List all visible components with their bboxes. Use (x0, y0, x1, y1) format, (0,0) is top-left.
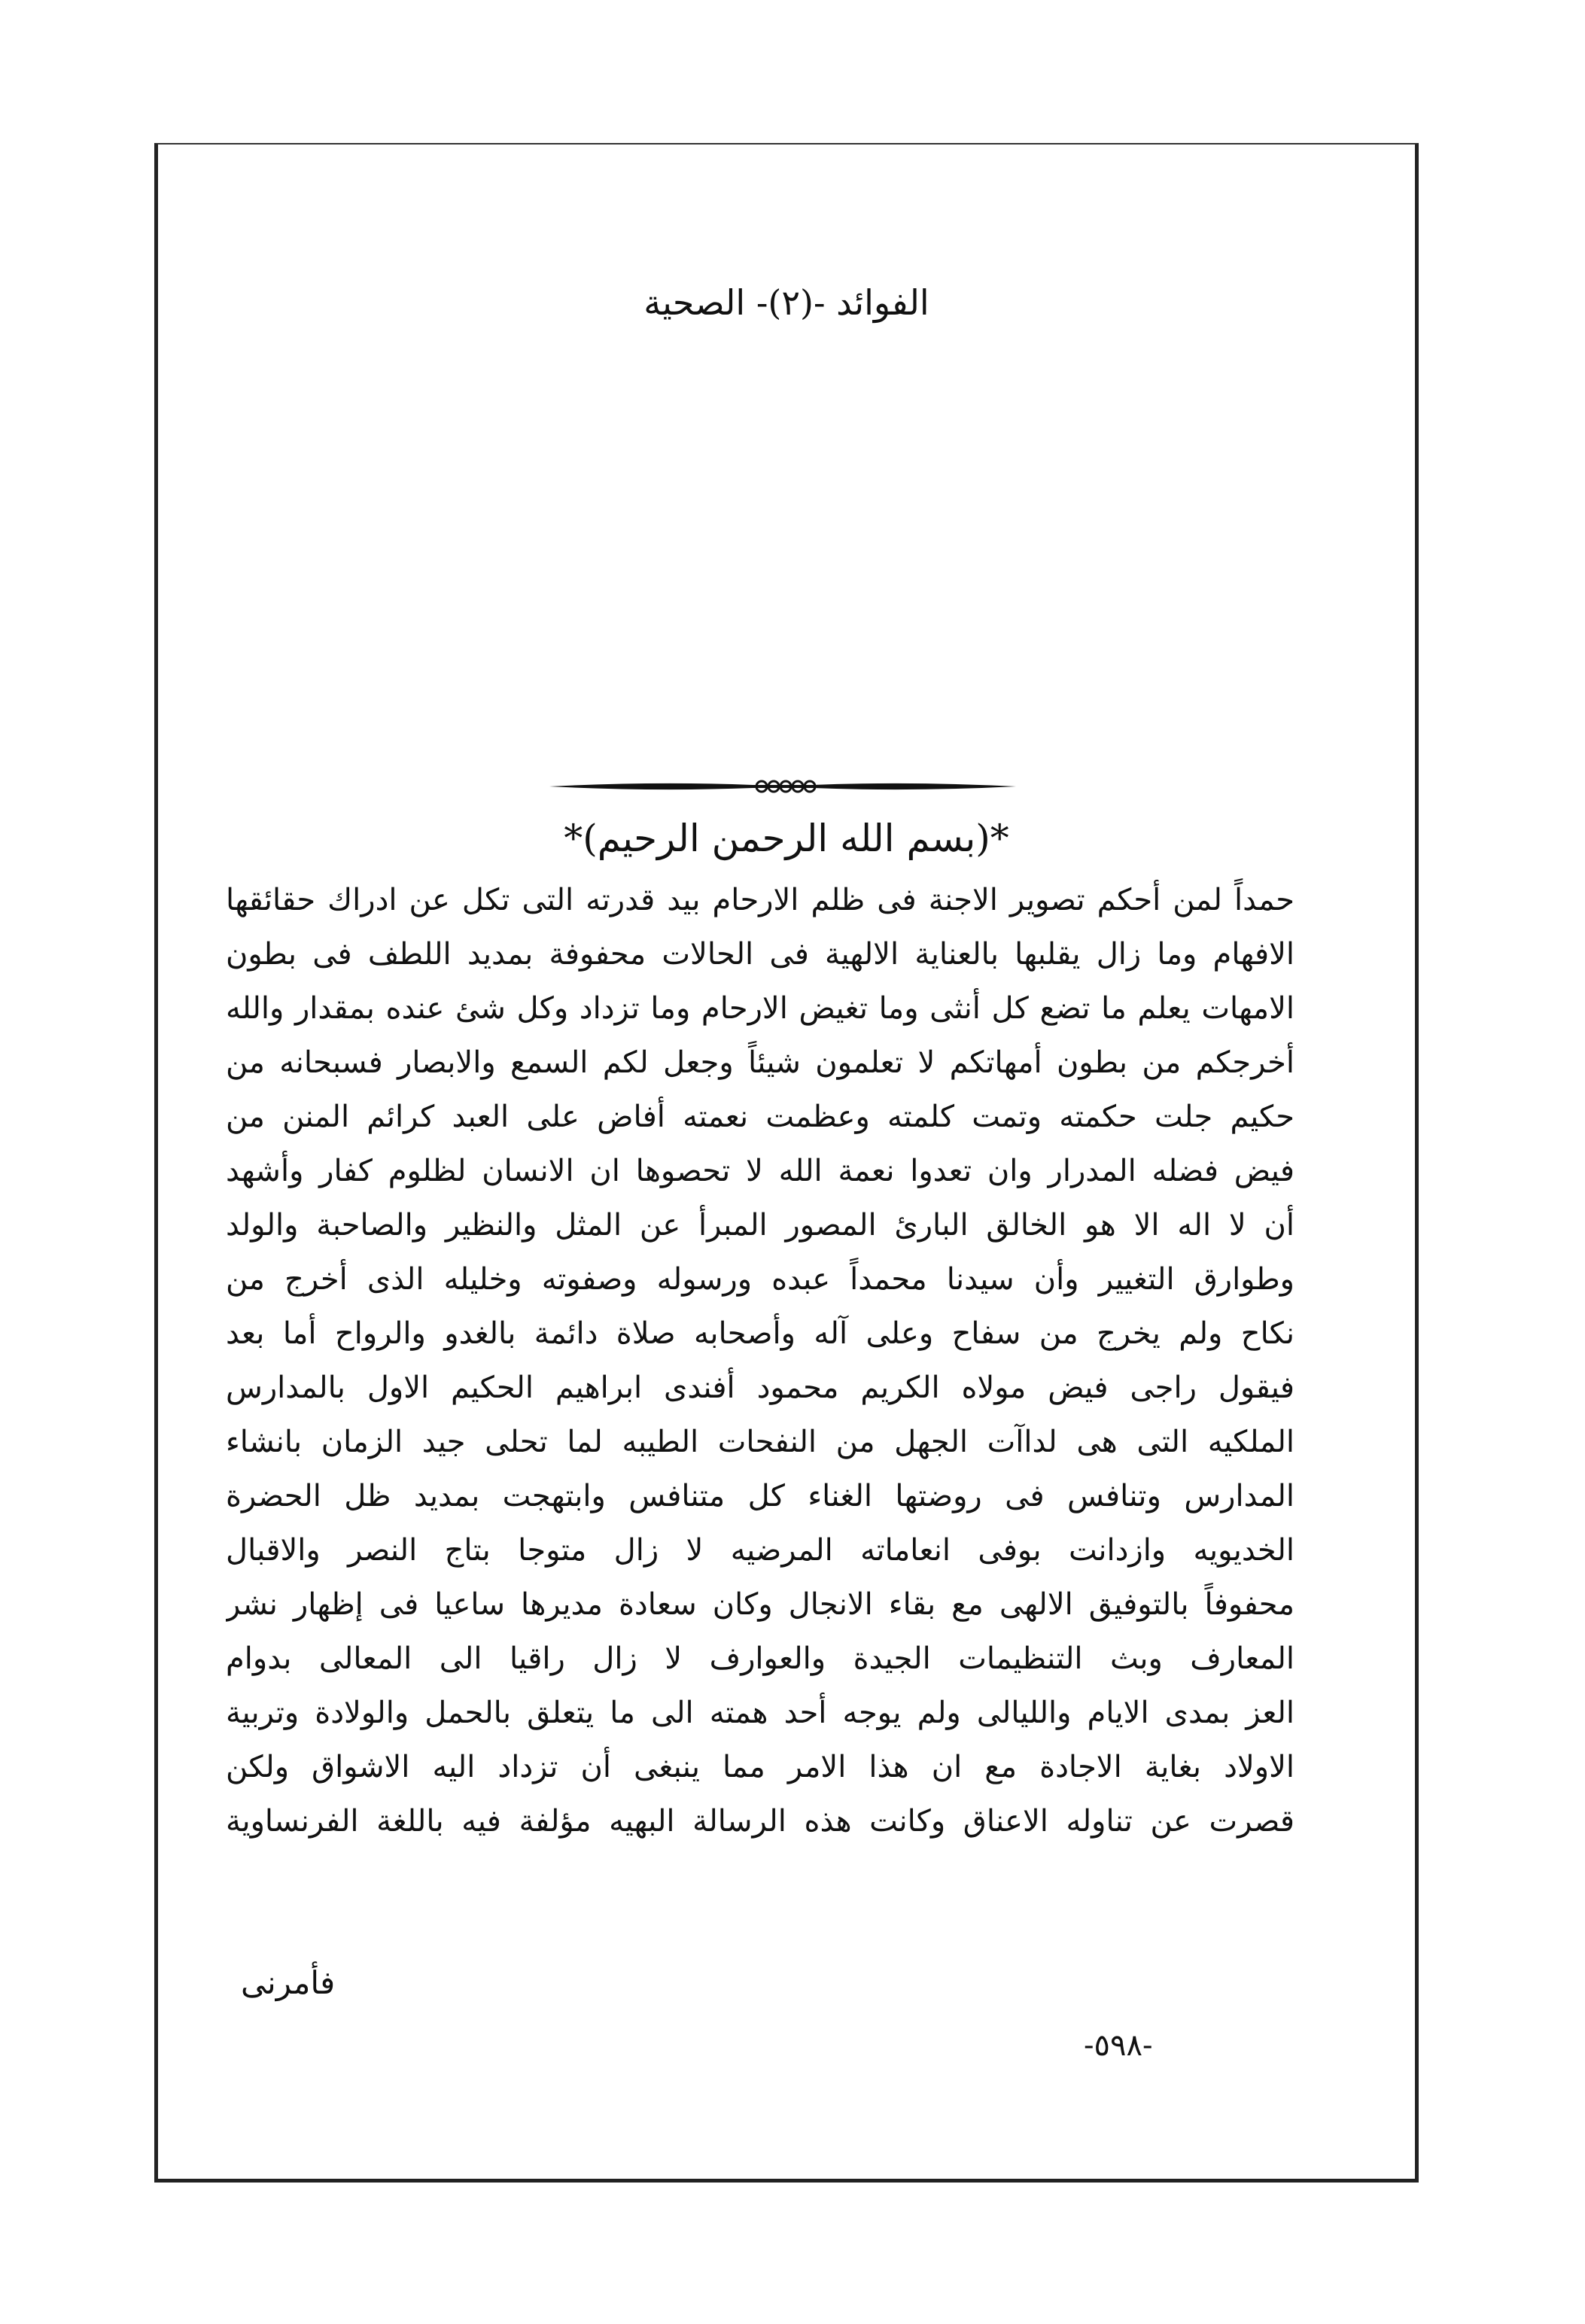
text-line: نكاح ولم يخرج من سفاح وعلى آله وأصحابه صلاة دائمة بالغدو والرواح أما بعد (226, 1316, 1294, 1351)
text-line: قصرت عن تناوله الاعناق وكانت هذه الرسالة البهيه مؤلفة فيه باللغة الفرنساوية (226, 1804, 1294, 1839)
text-line: العز بمدى الايام والليالى ولم يوجه أحد همته الى ما يتعلق بالحمل والولادة وتربية (226, 1696, 1294, 1730)
basmala-heading: *(بسم الله الرحمن الرحيم)* (564, 817, 1009, 860)
text-line: الملكيه التى هى لداآت الجهل من النفحات الطيبه لما تحلى جيد الزمان بانشاء (226, 1425, 1294, 1459)
page-header-title: الفوائد -(٢)- الصحية (643, 282, 929, 323)
text-line: فيقول راجى فيض مولاه الكريم محمود أفندى ابراهيم الحكيم الاول بالمدارس (226, 1370, 1294, 1405)
text-line: فيض فضله المدرار وان تعدوا نعمة الله لا تحصوها ان الانسان لظلوم كفار وأشهد (226, 1154, 1294, 1188)
text-line: محفوفاً بالتوفيق الالهى مع بقاء الانجال وكان سعادة مديرها ساعيا فى إظهار نشر (226, 1587, 1294, 1622)
text-line: الامهات يعلم ما تضع كل أنثى وما تغيض الارحام وما تزداد وكل شئ عنده بمقدار والله (226, 991, 1294, 1026)
text-line: أن لا اله الا هو الخالق البارئ المصور المبرأ عن المثل والنظير والصاحبة والولد (226, 1208, 1294, 1243)
catchword: فأمرنى (241, 1964, 336, 2001)
ornamental-divider (542, 775, 1024, 798)
text-line: الخديويه وازدانت بوفى انعاماته المرضيه لا زال متوجا بتاج النصر والاقبال (226, 1533, 1294, 1568)
page-number: -٥٩٨- (1084, 2028, 1153, 2063)
text-line: الافهام وما زال يقلبها بالعناية الالهية فى الحالات محفوفة بمديد اللطف فى بطون (226, 937, 1294, 972)
text-line: حكيم جلت حكمته وتمت كلمته وعظمت نعمته أفاض على العبد كرائم المنن من (226, 1100, 1294, 1134)
text-line: أخرجكم من بطون أمهاتكم لا تعلمون شيئاً وجعل لكم السمع والابصار فسبحانه من (226, 1045, 1294, 1080)
text-line: الاولاد بغاية الاجادة مع ان هذا الامر مما ينبغى أن تزداد اليه الاشواق ولكن (226, 1750, 1294, 1784)
text-line: المعارف وبث التنظيمات الجيدة والعوارف لا زال راقيا الى المعالى بدوام (226, 1641, 1294, 1676)
text-line: المدارس وتنافس فى روضتها الغناء كل متنافس وابتهجت بمديد ظل الحضرة (226, 1479, 1294, 1513)
text-line: وطوارق التغيير وأن سيدنا محمداً عبده ورسوله وصفوته وخليله الذى أخرج من (226, 1262, 1294, 1297)
text-line: حمداً لمن أحكم تصوير الاجنة فى ظلم الارحام بيد قدرته التى تكل عن ادراك حقائقها (226, 883, 1294, 917)
body-text (226, 873, 1294, 1848)
